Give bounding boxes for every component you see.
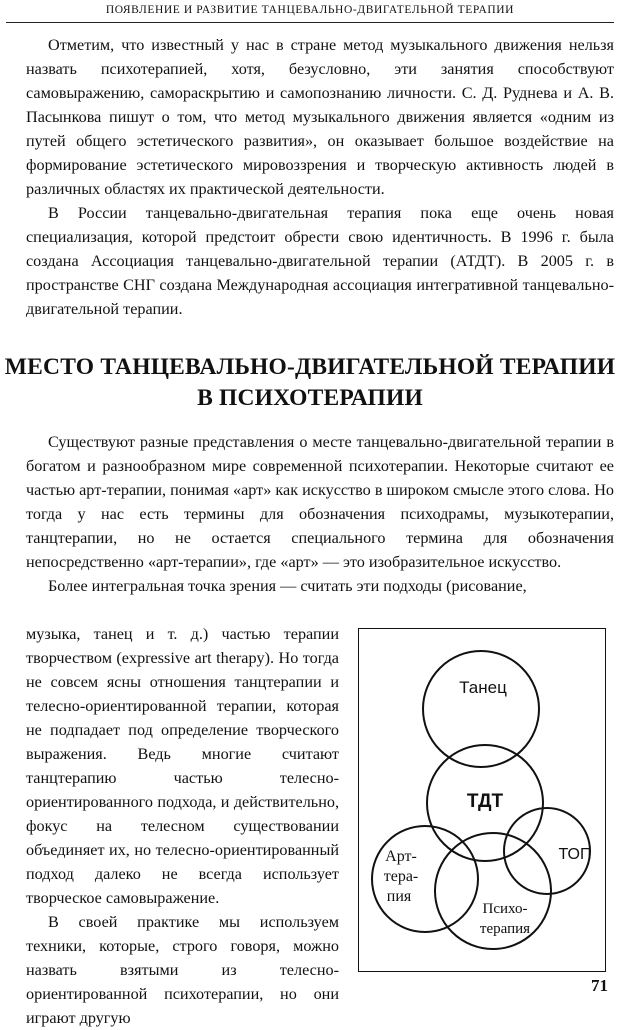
- paragraph: Более интегральная точка зрения — считать эти подходы (рисование,: [48, 577, 527, 595]
- running-head: ПОЯВЛЕНИЕ И РАЗВИТИЕ ТАНЦЕВАЛЬНО-ДВИГАТЕЛЬНОЙ ТЕРАПИИ: [105, 4, 515, 16]
- label-art: пия: [386, 888, 412, 905]
- venn-diagram: [359, 629, 607, 973]
- label-psycho: Психо-: [482, 901, 528, 917]
- label-psycho: терапия: [479, 921, 531, 937]
- paragraph: Отметим, что известный у нас в стране метод музыкального движения нельзя назвать психотерапией, хотя, безусловно, эти занятия способствуют самовыражению, самораскрытию и самопознанию личности. С. Д. Руднева и А. В. Пасынкова пишут о том, что метод музыкального движения является «одним из путей общего эстетического развития», он оказывает большое воздействие на формирование эстетического мировоззрения и творческую активность людей в различных областях их практической деятельности.: [26, 36, 614, 198]
- label-art: тера-: [383, 868, 419, 885]
- venn-diagram-figure: [358, 628, 606, 972]
- wrapped-text-column: [26, 622, 339, 1030]
- section-heading-line: В ПСИХОТЕРАПИИ: [197, 385, 423, 411]
- label-top: ТОП: [558, 846, 592, 863]
- label-dance: Танец: [459, 678, 507, 697]
- paragraph: Существуют разные представления о месте танцевально-двигательной терапии в богатом и разнообразном мире современной психотерапии. Некоторые считают ее частью арт-терапии, понимая «арт» как искусство в широком смысле этого слова. Но тогда у нас есть термины для обозначения психодрамы, музыкотерапии, танцтерапии, но не остается специального термина для обозначения непосредственно «арт-терапии», где «арт» — это изобразительное искусство.: [26, 433, 614, 571]
- section-heading: [0, 352, 620, 414]
- header-rule: [6, 22, 614, 23]
- circle-dance: [423, 651, 539, 767]
- label-tdt: ТДТ: [466, 791, 504, 812]
- paragraph: музыка, танец и т. д.) частью терапии творчеством (expressive art therapy). Но тогда не совсем ясны отношения танцтерапии и телесно-ориентированной терапии, которая не подпадает под определение творческого выражения. Ведь многие считают танцтерапию частью телесно-ориентированного подхода, и действительно, фокус на телесном существовании объединяет их, но телесно-ориентированный подход далеко не всегда использует творческое самовыражение.: [26, 625, 339, 907]
- label-art: Арт-: [385, 848, 417, 865]
- page-number: 71: [591, 976, 608, 995]
- paragraph: В своей практике мы используем техники, которые, строго говоря, можно назвать взятыми из телесно-ориентированной психотерапии, но они играют другую: [26, 913, 339, 1027]
- intro-text: [26, 33, 614, 321]
- paragraph: В России танцевально-двигательная терапия пока еще очень новая специализация, которой предстоит обрести свою идентичность. В 1996 г. была создана Ассоциация танцевально-двигательной терапии (АТДТ). В 2005 г. в пространстве СНГ создана Международная ассоциация интегративной танцевально-двигательной терапии.: [26, 204, 614, 318]
- section-heading-line: МЕСТО ТАНЦЕВАЛЬНО-ДВИГАТЕЛЬНОЙ ТЕРАПИИ: [4, 354, 616, 380]
- section-body: [26, 430, 614, 598]
